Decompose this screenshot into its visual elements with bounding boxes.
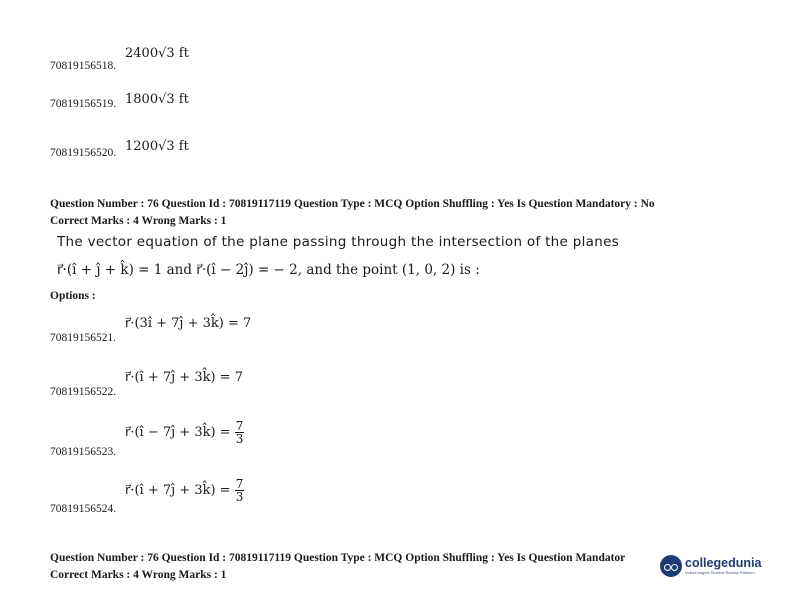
fraction-numerator: 7 <box>235 477 244 491</box>
option-expr-70819156523 <box>125 420 244 445</box>
fraction-denominator: 3 <box>235 432 244 446</box>
fraction <box>235 420 245 445</box>
next-question-header: Question Number : 76 Question Id : 70819117119 Question Type : MCQ Option Shuffling : Yes Is Question Mandator <box>50 552 626 564</box>
option-id-70819156524: 70819156524. <box>50 503 117 515</box>
option-id-70819156519: 70819156519. <box>50 98 117 110</box>
fraction-denominator: 3 <box>235 490 244 504</box>
option-value-70819156519: 1800√3 ft <box>125 92 189 107</box>
option-expr-text: r⃗·(î + 7ĵ + 3k̂) = <box>125 483 231 498</box>
option-id-70819156523: 70819156523. <box>50 446 117 458</box>
fraction <box>235 478 245 503</box>
collegedunia-logo <box>660 555 761 577</box>
question-marks: Correct Marks : 4 Wrong Marks : 1 <box>50 215 227 227</box>
options-label: Options : <box>50 290 96 302</box>
next-question-marks: Correct Marks : 4 Wrong Marks : 1 <box>50 569 227 581</box>
question-header: Question Number : 76 Question Id : 70819117119 Question Type : MCQ Option Shuffling : Yes Is Question Mandatory : No <box>50 198 655 210</box>
option-expr-70819156524 <box>125 478 244 503</box>
logo-tagline: India's largest Student Review Platform <box>685 570 755 576</box>
option-value-70819156520: 1200√3 ft <box>125 139 189 154</box>
question-text-line1: The vector equation of the plane passing through the intersection of the planes <box>57 234 620 250</box>
question-text-line2: r⃗·(î + ĵ + k̂) = 1 and r⃗·(î − 2ĵ) = − 2, and the point (1, 0, 2) is : <box>57 262 480 278</box>
logo-name: collegedunia <box>685 555 762 570</box>
option-expr-text: r⃗·(î − 7ĵ + 3k̂) = <box>125 425 231 440</box>
option-id-70819156521: 70819156521. <box>50 332 117 344</box>
fraction-numerator: 7 <box>235 419 244 433</box>
owl-icon <box>660 555 682 577</box>
option-id-70819156518: 70819156518. <box>50 60 117 72</box>
option-expr-70819156522: r⃗·(î + 7ĵ + 3k̂) = 7 <box>125 370 243 385</box>
option-value-70819156518: 2400√3 ft <box>125 46 189 61</box>
option-id-70819156520: 70819156520. <box>50 147 117 159</box>
option-id-70819156522: 70819156522. <box>50 386 117 398</box>
option-expr-70819156521: r⃗·(3î + 7ĵ + 3k̂) = 7 <box>125 316 252 331</box>
